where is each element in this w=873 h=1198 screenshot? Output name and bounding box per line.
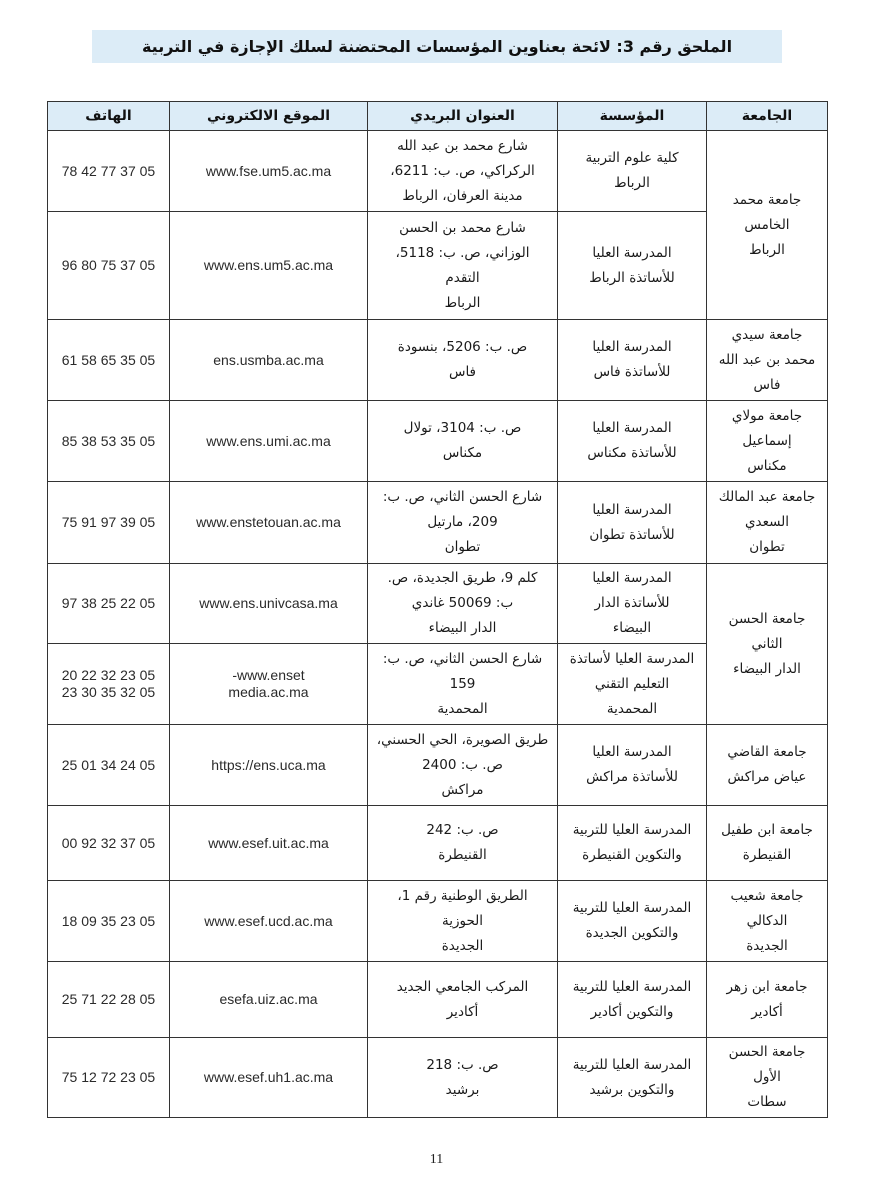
university-cell: جامعة الحسن الثاني الدار البيضاء [707, 564, 828, 725]
table-row [48, 806, 828, 881]
header-phone: الهاتف [48, 102, 170, 131]
table-row [48, 131, 828, 212]
institution-cell: المدرسة العليا للتربية والتكوين الجديدة [558, 881, 707, 962]
phone-cell: 05 23 32 22 20 05 32 35 30 23 [48, 644, 170, 725]
university-cell: جامعة سيدي محمد بن عبد الله فاس [707, 320, 828, 401]
header-institution: المؤسسة [558, 102, 707, 131]
institution-cell: المدرسة العليا للأساتذة تطوان [558, 482, 707, 564]
website-cell: www.enset- media.ac.ma [170, 644, 368, 725]
address-cell: شارع محمد بن الحسن الوزاني، ص. ب: 5118، التقدم الرباط [368, 212, 558, 320]
phone-cell: 05 35 65 58 61 [48, 320, 170, 401]
table-row [48, 881, 828, 962]
address-cell: ص. ب: 5206، بنسودة فاس [368, 320, 558, 401]
address-cell: ص. ب: 3104، تولال مكناس [368, 401, 558, 482]
table-row [48, 401, 828, 482]
page-number: 11 [429, 1152, 444, 1167]
university-cell: جامعة محمد الخامس الرباط [707, 131, 828, 320]
institution-cell: المدرسة العليا للتربية والتكوين أكادير [558, 962, 707, 1038]
institution-cell: المدرسة العليا للتربية والتكوين القنيطرة [558, 806, 707, 881]
institution-cell: المدرسة العليا للأساتذة الرباط [558, 212, 707, 320]
phone-cell: 05 35 53 38 85 [48, 401, 170, 482]
phone-cell: 05 37 32 92 00 [48, 806, 170, 881]
header-university: الجامعة [707, 102, 828, 131]
website-cell: www.esef.ucd.ac.ma [170, 881, 368, 962]
table-row [48, 320, 828, 401]
table-header-row [48, 102, 828, 131]
address-cell: شارع الحسن الثاني، ص. ب: 159 المحمدية [368, 644, 558, 725]
institution-cell: المدرسة العليا للأساتذة الدار البيضاء [558, 564, 707, 644]
address-cell: الطريق الوطنية رقم 1، الحوزية الجديدة [368, 881, 558, 962]
university-cell: جامعة عبد المالك السعدي تطوان [707, 482, 828, 564]
institution-cell: المدرسة العليا للأساتذة مراكش [558, 725, 707, 806]
website-cell: www.esef.uh1.ac.ma [170, 1038, 368, 1118]
address-cell: شارع الحسن الثاني، ص. ب: 209، مارتيل تطوان [368, 482, 558, 564]
table-row [48, 482, 828, 564]
address-cell: طريق الصويرة، الحي الحسني، ص. ب: 2400 مراكش [368, 725, 558, 806]
university-cell: جامعة شعيب الدكالي الجديدة [707, 881, 828, 962]
address-cell: المركب الجامعي الجديد أكادير [368, 962, 558, 1038]
address-cell: شارع محمد بن عبد الله الركراكي، ص. ب: 6211، مدينة العرفان، الرباط [368, 131, 558, 212]
address-cell: ص. ب: 242 القنيطرة [368, 806, 558, 881]
university-cell: جامعة ابن طفيل القنيطرة [707, 806, 828, 881]
table-row [48, 725, 828, 806]
institution-cell: المدرسة العليا للأساتذة فاس [558, 320, 707, 401]
table-row [48, 564, 828, 644]
institution-cell: المدرسة العليا للأساتذة مكناس [558, 401, 707, 482]
institution-cell: المدرسة العليا للتربية والتكوين برشيد [558, 1038, 707, 1118]
table-row [48, 1038, 828, 1118]
university-cell: جامعة القاضي عياض مراكش [707, 725, 828, 806]
institution-cell: كلية علوم التربية الرباط [558, 131, 707, 212]
website-cell: www.ens.univcasa.ma [170, 564, 368, 644]
phone-cell: 05 22 25 38 97 [48, 564, 170, 644]
website-cell: www.enstetouan.ac.ma [170, 482, 368, 564]
website-cell: https://ens.uca.ma [170, 725, 368, 806]
university-cell: جامعة مولاي إسماعيل مكناس [707, 401, 828, 482]
address-cell: كلم 9، طريق الجديدة، ص. ب: 50069 غاندي الدار البيضاء [368, 564, 558, 644]
university-cell: جامعة الحسن الأول سطات [707, 1038, 828, 1118]
institution-cell: المدرسة العليا لأساتذة التعليم التقني المحمدية [558, 644, 707, 725]
phone-cell: 05 28 22 71 25 [48, 962, 170, 1038]
table-row [48, 962, 828, 1038]
address-cell: ص. ب: 218 برشيد [368, 1038, 558, 1118]
website-cell: ens.usmba.ac.ma [170, 320, 368, 401]
university-cell: جامعة ابن زهر أكادير [707, 962, 828, 1038]
website-cell: www.ens.um5.ac.ma [170, 212, 368, 320]
institutions-table [47, 101, 828, 1118]
website-cell: www.fse.um5.ac.ma [170, 131, 368, 212]
phone-cell: 05 23 35 09 18 [48, 881, 170, 962]
website-cell: www.ens.umi.ac.ma [170, 401, 368, 482]
phone-cell: 05 37 75 80 96 [48, 212, 170, 320]
phone-cell: 05 39 97 91 75 [48, 482, 170, 564]
header-website: الموقع الالكتروني [170, 102, 368, 131]
phone-cell: 05 37 77 42 78 [48, 131, 170, 212]
phone-cell: 05 24 34 01 25 [48, 725, 170, 806]
header-address: العنوان البريدي [368, 102, 558, 131]
phone-cell: 05 23 72 12 75 [48, 1038, 170, 1118]
annex-title: الملحق رقم 3: لائحة بعناوين المؤسسات المحتضنة لسلك الإجازة في التربية [92, 30, 782, 63]
website-cell: esefa.uiz.ac.ma [170, 962, 368, 1038]
website-cell: www.esef.uit.ac.ma [170, 806, 368, 881]
